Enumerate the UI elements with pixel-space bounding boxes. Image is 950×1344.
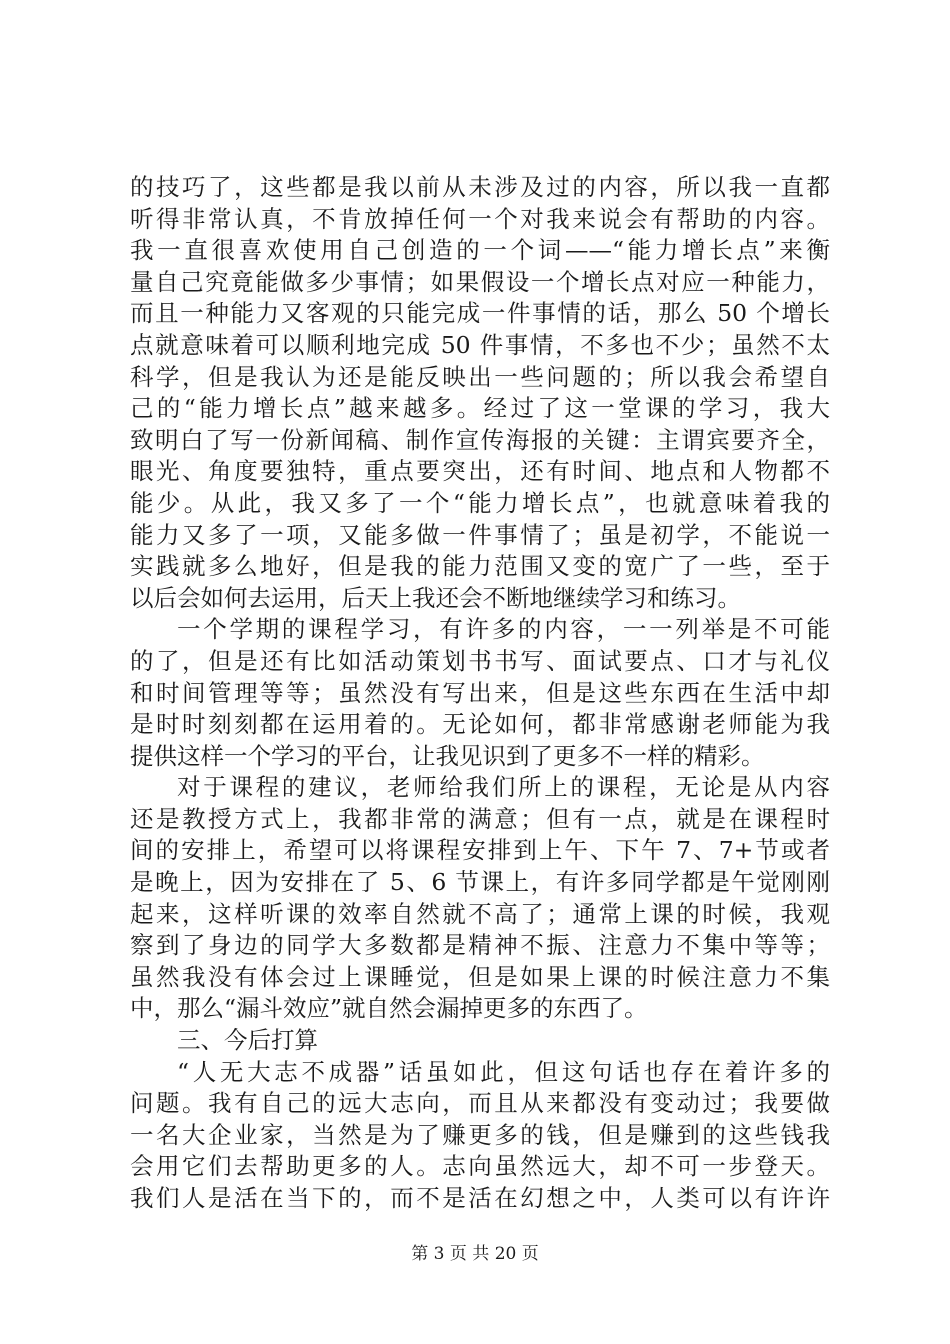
text-line: 己的“能力增长点”越来越多。经过了这一堂课的学习，我大 — [130, 394, 830, 423]
text-line: 是时时刻刻都在运用着的。无论如何，都非常感谢老师能为我 — [130, 710, 830, 739]
text-line: 中，那么“漏斗效应”就自然会漏掉更多的东西了。 — [130, 994, 648, 1023]
text-line: 会用它们去帮助更多的人。志向虽然远大，却不可一步登天。 — [130, 1152, 830, 1181]
text-line: 能少。从此，我又多了一个“能力增长点”，也就意味着我的 — [130, 488, 830, 517]
text-line: “人无大志不成器”话虽如此，但这句话也存在着许多的 — [177, 1057, 830, 1086]
text-line: 我们人是活在当下的，而不是活在幻想之中，人类可以有许许 — [130, 1184, 830, 1212]
text-line: 眼光、角度要独特，重点要突出，还有时间、地点和人物都不 — [130, 457, 830, 486]
text-line: 察到了身边的同学大多数都是精神不振、注意力不集中等等； — [130, 931, 830, 960]
text-line: 间的安排上，希望可以将课程安排到上午、下午 7、7+节或者 — [130, 836, 830, 865]
text-line: 起来，这样听课的效率自然就不高了；通常上课的时候，我观 — [130, 899, 830, 928]
text-line: 致明白了写一份新闻稿、制作宣传海报的关键：主谓宾要齐全， — [130, 425, 830, 454]
text-line: 是晚上，因为安排在了 5、6 节课上，有许多同学都是午觉刚刚 — [130, 868, 830, 897]
text-line: 我一直很喜欢使用自己创造的一个词——“能力增长点”来衡 — [130, 236, 830, 265]
text-line: 的技巧了，这些都是我以前从未涉及过的内容，所以我一直都 — [130, 173, 830, 201]
text-line: 问题。我有自己的远大志向，而且从来都没有变动过；我要做 — [130, 1089, 830, 1118]
text-line: 而且一种能力又客观的只能完成一件事情的话，那么 50 个增长 — [130, 299, 830, 328]
text-line: 科学，但是我认为还是能反映出一些问题的；所以我会希望自 — [130, 362, 830, 391]
text-line: 的了，但是还有比如活动策划书书写、面试要点、口才与礼仪 — [130, 646, 830, 675]
text-line: 虽然我没有体会过上课睡觉，但是如果上课的时候注意力不集 — [130, 962, 830, 991]
document-body — [130, 172, 830, 1215]
text-line: 提供这样一个学习的平台，让我见识到了更多不一样的精彩。 — [130, 741, 765, 770]
text-line: 能力又多了一项，又能多做一件事情了；虽是初学，不能说一 — [130, 520, 830, 549]
text-line: 对于课程的建议，老师给我们所上的课程，无论是从内容 — [177, 773, 830, 802]
text-line: 听得非常认真，不肯放掉任何一个对我来说会有帮助的内容。 — [130, 204, 830, 233]
text-line: 实践就多么地好，但是我的能力范围又变的宽广了一些，至于 — [130, 552, 830, 581]
text-line: 一名大企业家，当然是为了赚更多的钱，但是赚到的这些钱我 — [130, 1120, 830, 1149]
text-line: 点就意味着可以顺利地完成 50 件事情，不多也不少；虽然不太 — [130, 330, 830, 359]
text-line: 和时间管理等等；虽然没有写出来，但是这些东西在生活中却 — [130, 678, 830, 707]
text-line: 还是教授方式上，我都非常的满意；但有一点，就是在课程时 — [130, 804, 830, 833]
text-line: 三、今后打算 — [177, 1026, 318, 1055]
text-line: 量自己究竟能做多少事情；如果假设一个增长点对应一种能力， — [130, 267, 830, 296]
text-line: 一个学期的课程学习，有许多的内容，一一列举是不可能 — [177, 615, 830, 644]
text-line: 以后会如何去运用，后天上我还会不断地继续学习和练习。 — [130, 583, 741, 612]
page-footer: 第 3 页 共 20 页 — [411, 1244, 539, 1264]
